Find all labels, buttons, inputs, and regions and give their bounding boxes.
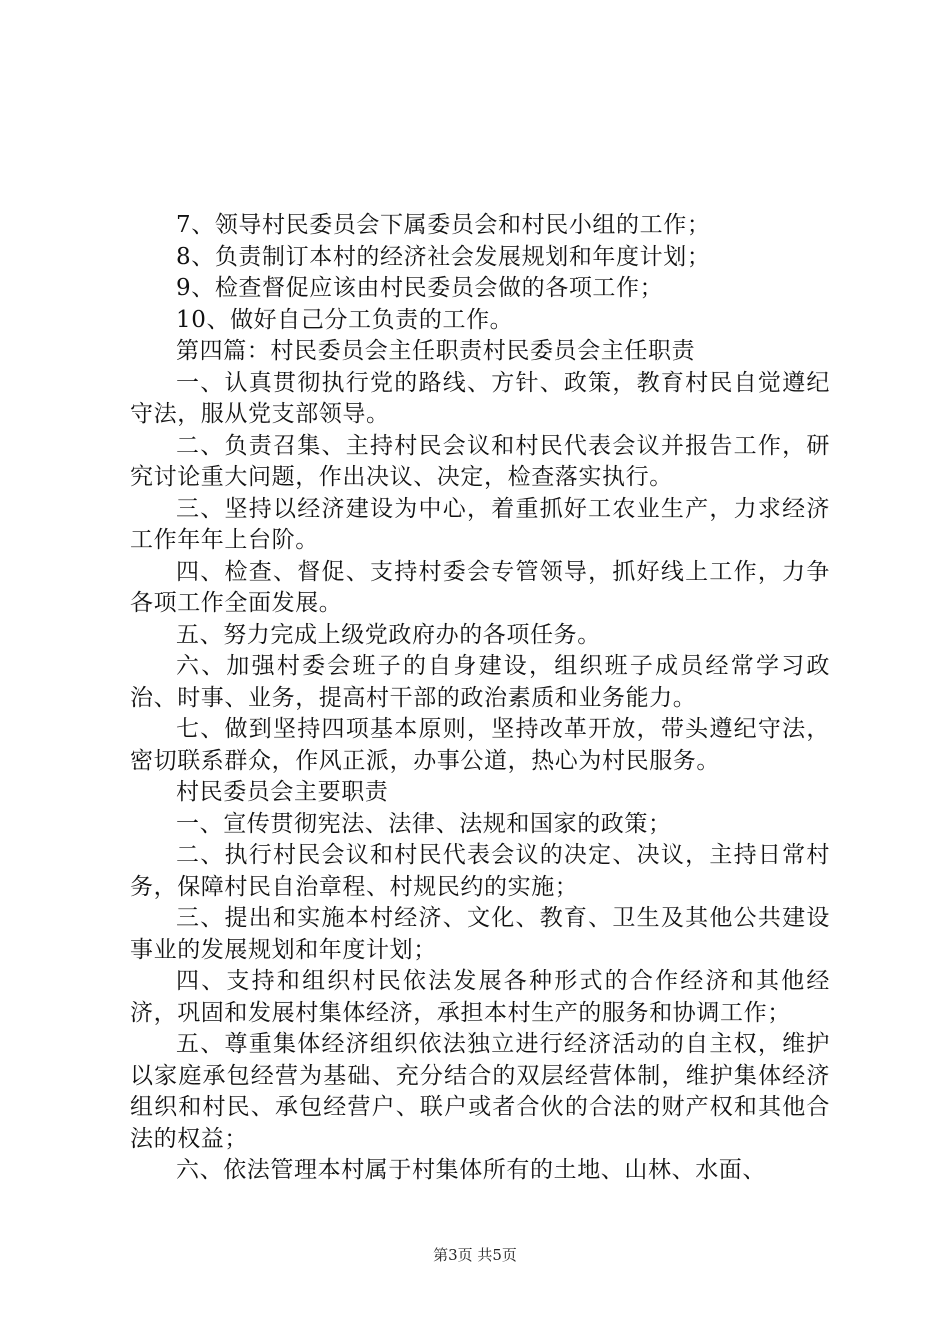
paragraph: 二、执行村民会议和村民代表会议的决定、决议，主持日常村务，保障村民自治章程、村规民约的实施；	[130, 842, 830, 900]
paragraph: 7、领导村民委员会下属委员会和村民小组的工作；	[176, 212, 711, 238]
paragraph: 五、努力完成上级党政府办的各项任务。	[176, 621, 601, 648]
paragraph: 一、认真贯彻执行党的路线、方针、政策，教育村民自觉遵纪守法，服从党支部领导。	[130, 369, 830, 427]
section-heading: 第四篇：村民委员会主任职责村民委员会主任职责	[176, 338, 696, 364]
paragraph: 8、负责制订本村的经济社会发展规划和年度计划；	[176, 243, 711, 270]
paragraph: 五、尊重集体经济组织依法独立进行经济活动的自主权，维护以家庭承包经营为基础、充分结合的双层经营体制，维护集体经济组织和村民、承包经营户、联户或者合伙的合法的财产权和其他合法的权益；	[130, 1031, 830, 1152]
paragraph: 一、宣传贯彻宪法、法律、法规和国家的政策；	[176, 810, 672, 837]
paragraph: 六、依法管理本村属于村集体所有的土地、山林、水面、	[176, 1157, 766, 1183]
paragraph: 三、提出和实施本村经济、文化、教育、卫生及其他公共建设事业的发展规划和年度计划；	[130, 905, 830, 963]
paragraph: 四、检查、督促、支持村委会专管领导，抓好线上工作，力争各项工作全面发展。	[130, 558, 830, 616]
page-number-footer: 第3页 共5页	[433, 1246, 517, 1264]
section-heading: 村民委员会主要职责	[176, 779, 389, 805]
paragraph: 二、负责召集、主持村民会议和村民代表会议并报告工作，研究讨论重大问题，作出决议、决定，检查落实执行。	[130, 432, 830, 490]
paragraph: 三、坚持以经济建设为中心，着重抓好工农业生产，力求经济工作年年上台阶。	[130, 495, 830, 553]
paragraph: 10、做好自己分工负责的工作。	[176, 306, 514, 333]
paragraph: 9、检查督促应该由村民委员会做的各项工作；	[176, 275, 664, 301]
paragraph: 四、支持和组织村民依法发展各种形式的合作经济和其他经济，巩固和发展村集体经济，承担本村生产的服务和协调工作；	[130, 968, 830, 1026]
document-body	[130, 210, 830, 1187]
paragraph: 六、加强村委会班子的自身建设，组织班子成员经常学习政治、时事、业务，提高村干部的政治素质和业务能力。	[130, 653, 830, 711]
paragraph: 七、做到坚持四项基本原则，坚持改革开放，带头遵纪守法，密切联系群众，作风正派，办事公道，热心为村民服务。	[130, 716, 830, 774]
